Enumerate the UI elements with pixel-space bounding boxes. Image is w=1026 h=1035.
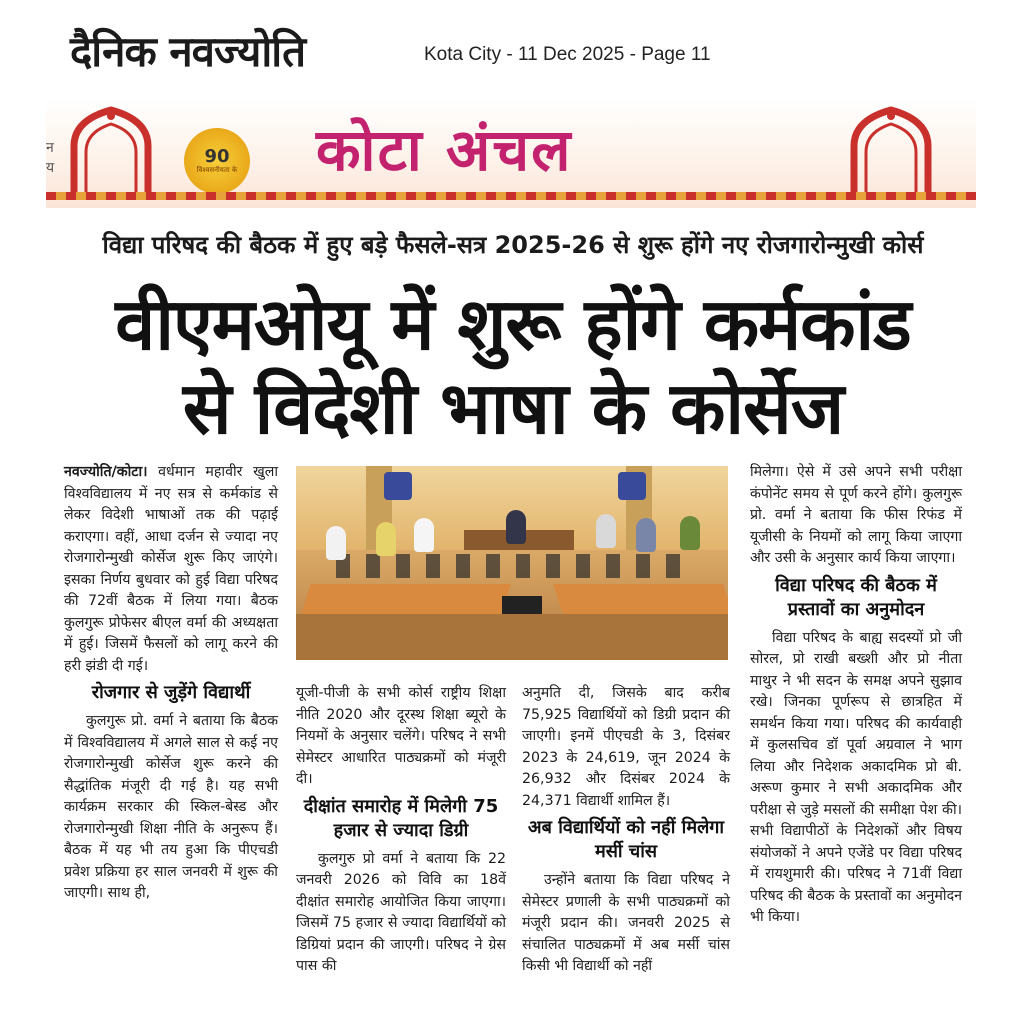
subheading: रोजगार से जुड़ेंगे विद्यार्थी [91, 682, 251, 703]
photo-person [596, 514, 616, 548]
photo-person [414, 518, 434, 552]
article-paragraph: मिलेगा। ऐसे में उसे अपने सभी परीक्षा कंपोनेंट समय से पूर्ण करने होंगे। कुलगुरू प्रो. वर्मा ने बताया कि फीस रिफंड में यूजीसी के नियमों को लागू किया जाएगा और उसी के अनुसार कार्य किया जाएगा। [750, 464, 962, 566]
subheading: विद्या परिषद की बैठक में प्रस्तावों का अनुमोदन [775, 574, 937, 620]
section-banner [46, 98, 976, 208]
seal-number: 90 [204, 145, 230, 167]
subheading: दीक्षांत समारोह में मिलेगी 75 हजार से ज्यादा डिग्री [303, 795, 499, 841]
photo-floor [296, 614, 728, 660]
photo-person [506, 510, 526, 544]
arch-ornament-right-icon [848, 106, 934, 196]
article-paragraph [64, 462, 278, 677]
subheading: अब विद्यार्थियों को नहीं मिलेगा मर्सी चांस [527, 817, 725, 862]
article-paragraph: कुलगुरू प्रो. वर्मा ने बताया कि बैठक में विश्वविद्यालय में अगले साल से कई नए रोजगारोन्मुखी कोर्सेज शुरू करने की सैद्धांतिक मंजूरी दी गई है। यह सभी कार्यक्रम सरकार की स्किल-बेस्ड और रोजगारोन्मुखी शिक्षा नीति के अनुरूप हैं। बैठक में यह भी तय हुआ कि पीएचडी प्रवेश प्रक्रिया हर साल जनवरी में शुरू की जाएगी। साथ ही, [64, 713, 278, 901]
article-column-1 [64, 462, 278, 905]
photo-person [636, 518, 656, 552]
paragraph-text: वर्धमान महावीर खुला विश्वविद्यालय में नए सत्र से कर्मकांड से लेकर विदेशी भाषाओं तक की पढ़ाई कराएगा। वहीं, आधा दर्जन से ज्यादा नए रोजगारोन्मुखी कोर्सेज शुरू किए जाएंगे। इसका निर्णय बुधवार को हुई विद्या परिषद की 72वीं बैठक में लिया गया। बैठक कुलगुरू प्रोफेसर बीएल वर्मा की अध्यक्षता में हुई। जिसमें फैसलों को लागू करने की हरी झंडी दी गई। [64, 464, 279, 674]
main-headline [40, 282, 986, 450]
cropped-text: न य [46, 140, 55, 176]
seal-tagline: विश्वसनीयता के [196, 165, 238, 174]
masthead: दैनिक नवज्योति [70, 27, 306, 76]
section-title: कोटा अंचल [316, 116, 573, 184]
article-paragraph: उन्होंने बताया कि विद्या परिषद ने सेमेस्टर प्रणाली के सभी पाठ्यक्रमों को मंजूरी प्रदान की। जनवरी 2025 से संचालित पाठ्यक्रमों में अब मर्सी चांस किसी भी विद्यार्थी को नहीं [522, 872, 730, 974]
edition-info: Kota City - 11 Dec 2025 - Page 11 [424, 44, 711, 65]
article-column-4 [750, 462, 962, 929]
headline-line-1: वीएमओयू में शुरू होंगे कर्मकांड [115, 282, 911, 366]
article-paragraph: विद्या परिषद के बाह्य सदस्यों प्रो जी सोरल, प्रो राखी बख्शी और प्रो नीता माथुर ने भी सदन के समक्ष अपने सुझाव रखे। जिनका पूर्णरूप से छात्रहित में समर्थन किया गया। परिषद की कार्यवाही में कुलसचिव डॉ पूर्वा अग्रवाल ने भाग लिया और निदेशक अकादमिक प्रो बी. अरूण कुमार ने सभी अकादमिक और परीक्षा से जुड़े मसलों की समीक्षा पेश की। सभी विद्यापीठों के निदेशकों और विषय संयोजकों ने अपने एजेंडे पर विद्या परिषद में रायशुमारी की। परिषद ने 71वीं विद्या परिषद की बैठक के प्रस्तावों का अनुमोदन भी किया। [750, 629, 962, 925]
article-column-3 [522, 683, 730, 978]
arch-ornament-left-icon [68, 106, 154, 196]
emblem-icon [618, 472, 646, 500]
article-paragraph: यूजी-पीजी के सभी कोर्स राष्ट्रीय शिक्षा नीति 2020 और दूरस्थ शिक्षा ब्यूरो के नियमों के अनुसार चलेंगे। परिषद ने सभी सेमेस्टर आधारित पाठ्यक्रमों को मंजूरी दी। [296, 685, 506, 787]
photo-table-left [301, 584, 511, 614]
article-paragraph: अनुमति दी, जिसके बाद करीब 75,925 विद्यार्थियों को डिग्री प्रदान की जाएगी। इनमें पीएचडी के 3, दिसंबर 2023 के 24,619, जून 2024 के 26,932 और दिसंबर 2024 के 24,371 विद्यार्थी शामिल हैं। [522, 685, 730, 809]
photo-table-right [553, 584, 728, 614]
emblem-icon [384, 472, 412, 500]
banner-border [46, 192, 976, 200]
kicker-headline: विद्या परिषद की बैठक में हुए बड़े फैसले-सत्र 2025-26 से शुरू होंगे नए रोजगारोन्मुखी कोर्स [102, 231, 924, 259]
dateline: नवज्योति/कोटा। [64, 464, 148, 480]
photo-person [680, 516, 700, 550]
photo-chairs [336, 554, 696, 578]
article-paragraph: कुलगुरु प्रो वर्मा ने बताया कि 22 जनवरी 2026 को विवि का 18वें दीक्षांत समारोह आयोजित किया जाएगा। जिसमें 75 हजार से ज्यादा विद्यार्थियों को डिग्रियां प्रदान की जाएगी। परिषद ने ग्रेस पास की [296, 850, 506, 974]
anniversary-seal [184, 128, 250, 194]
article-column-2 [296, 683, 506, 978]
photo-person [326, 526, 346, 560]
headline-line-2: से विदेशी भाषा के कोर्सेज [182, 366, 844, 450]
meeting-photo [296, 466, 728, 660]
photo-person [376, 522, 396, 556]
